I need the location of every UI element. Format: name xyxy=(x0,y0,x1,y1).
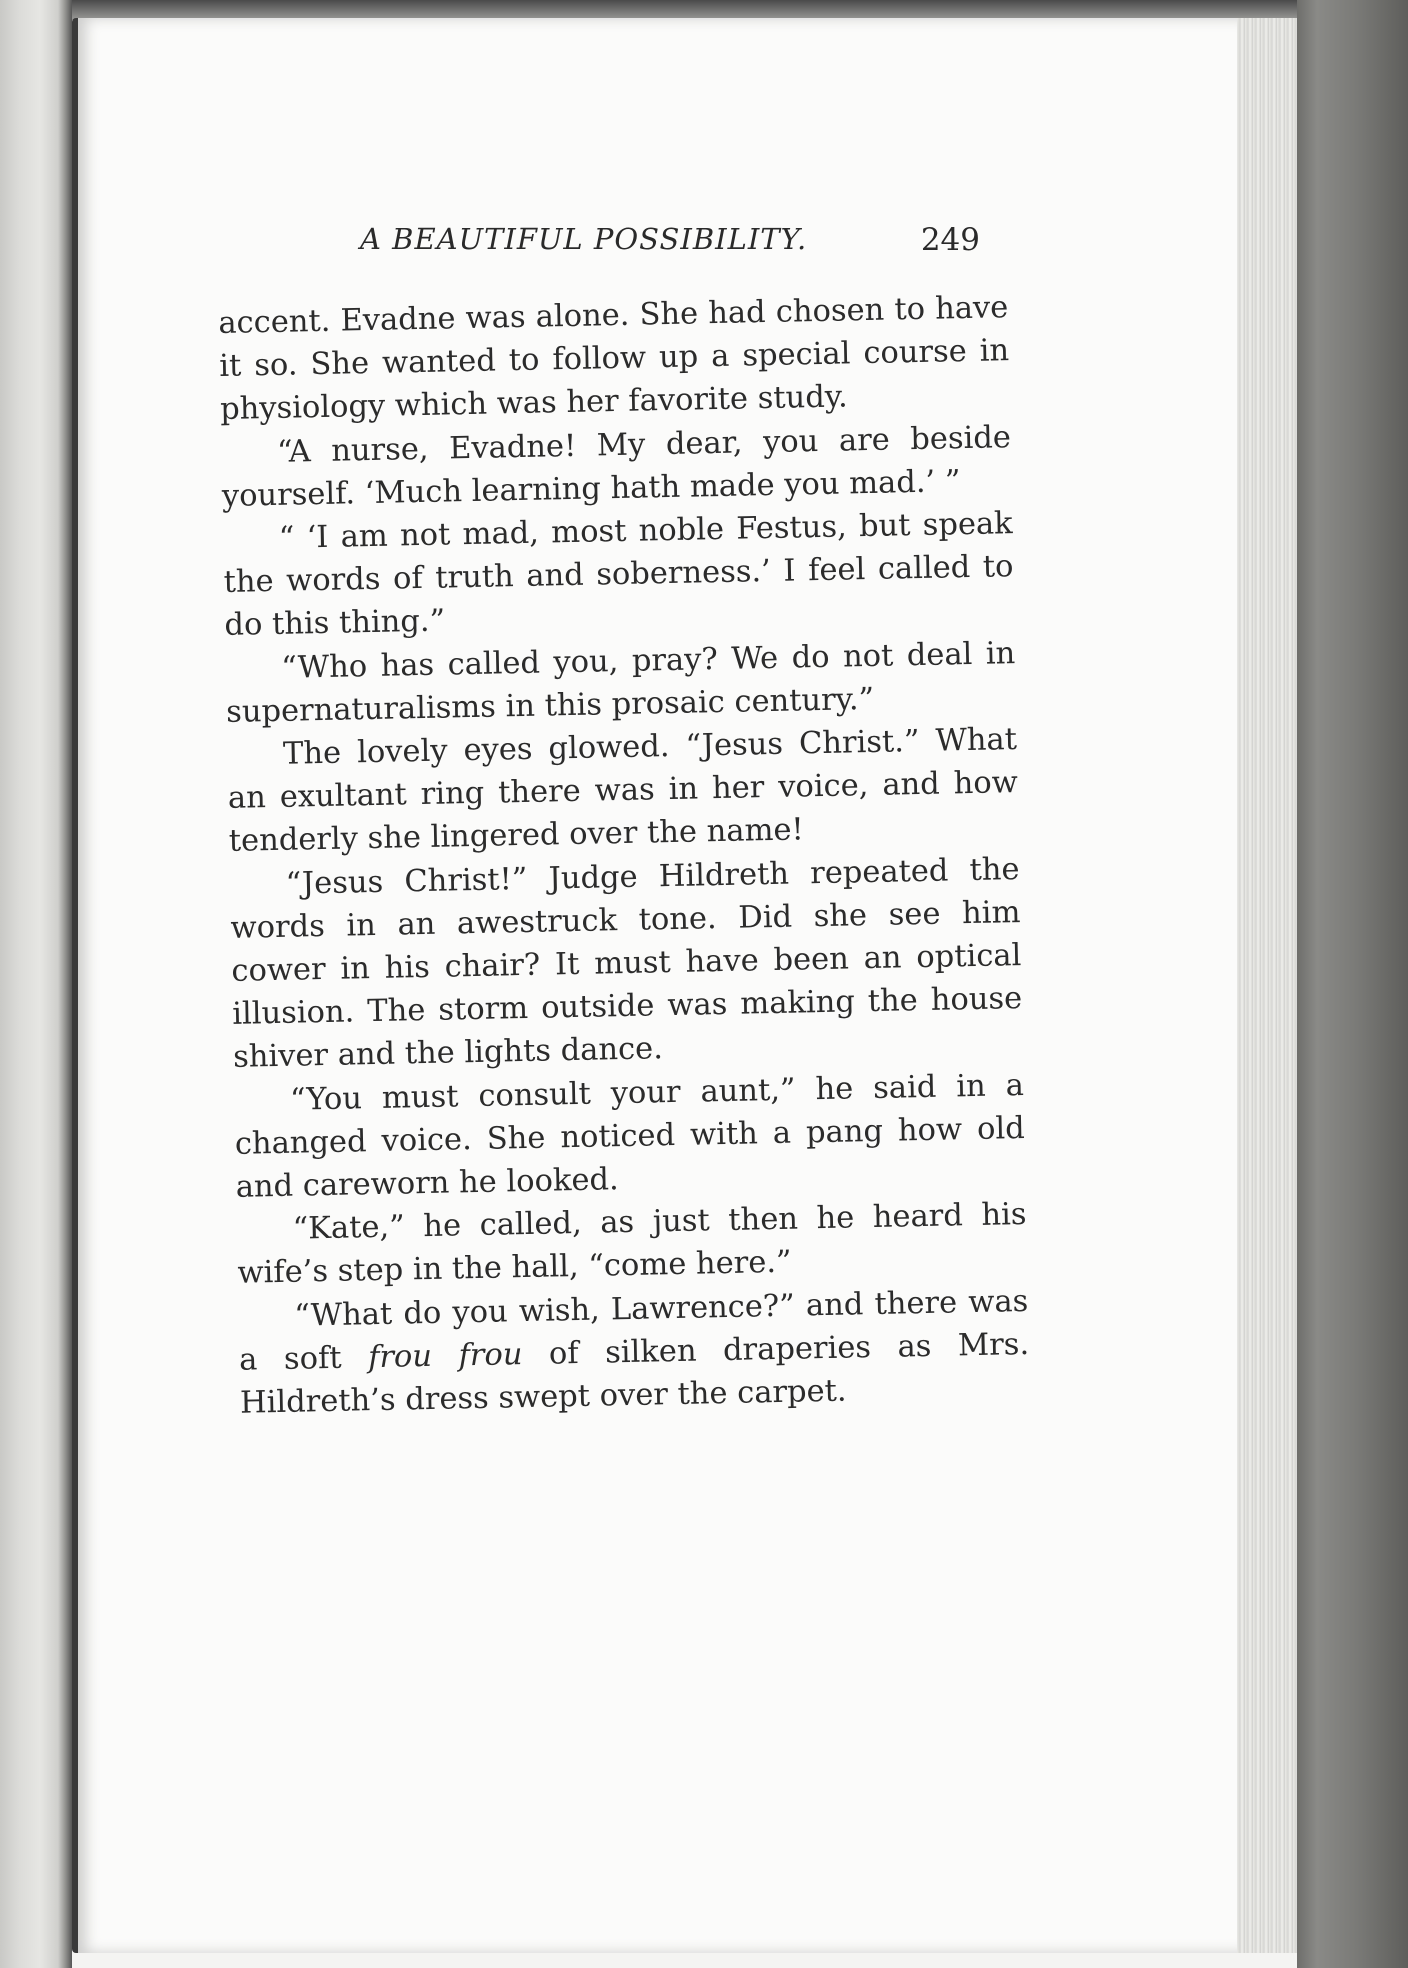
italic-phrase: frou frou xyxy=(367,1336,523,1376)
paragraph: accent. Evadne was alone. She had chosen to have it so. She wanted to follow up a special course in physiology which was her favorite study. xyxy=(218,290,1010,428)
paragraph-text: of silken draperies as Mrs. Hildreth’s dress swept over the carpet. xyxy=(239,1326,1030,1421)
paragraph: “A nurse, Evadne! My dear, you are beside yourself. ‘Much learning hath made you mad.’ ” xyxy=(221,419,1012,514)
facing-page-edge xyxy=(0,0,72,1968)
paragraph: “Jesus Christ!” Judge Hildreth repeated the words in an awestruck tone. Did she see him cower in his chair? It must have been an optical illusion. The storm outside was making the house shiver and the lights dance. xyxy=(230,851,1023,1076)
paragraph: The lovely eyes glowed. “Jesus Christ.” What an exultant ring there was in her voice, and how tenderly she lingered over the name! xyxy=(227,722,1019,860)
paragraph: “Kate,” he called, as just then he heard his wife’s step in the hall, “come here.” xyxy=(237,1197,1027,1292)
paragraph: “ ‘I am not mad, most noble Festus, but speak the words of truth and soberness.’ I feel called to do this thing.” xyxy=(223,506,1014,644)
paragraph xyxy=(238,1280,1030,1425)
running-title: A BEAUTIFUL POSSIBILITY. xyxy=(360,222,808,256)
paragraph-text: “What do you wish, Lawrence?” and there was a soft xyxy=(238,1283,1029,1378)
body-text xyxy=(218,286,1030,1425)
paragraph: “Who has called you, pray? We do not deal in supernaturalisms in this prosaic century.” xyxy=(225,635,1016,730)
book-cover xyxy=(1297,0,1408,1968)
page-number: 249 xyxy=(920,222,980,258)
paragraph: “You must consult your aunt,” he said in a changed voice. She noticed with a pang how old and careworn he looked. xyxy=(234,1067,1026,1205)
top-shadow xyxy=(0,0,1408,20)
page-stack-edge xyxy=(1237,18,1297,1953)
